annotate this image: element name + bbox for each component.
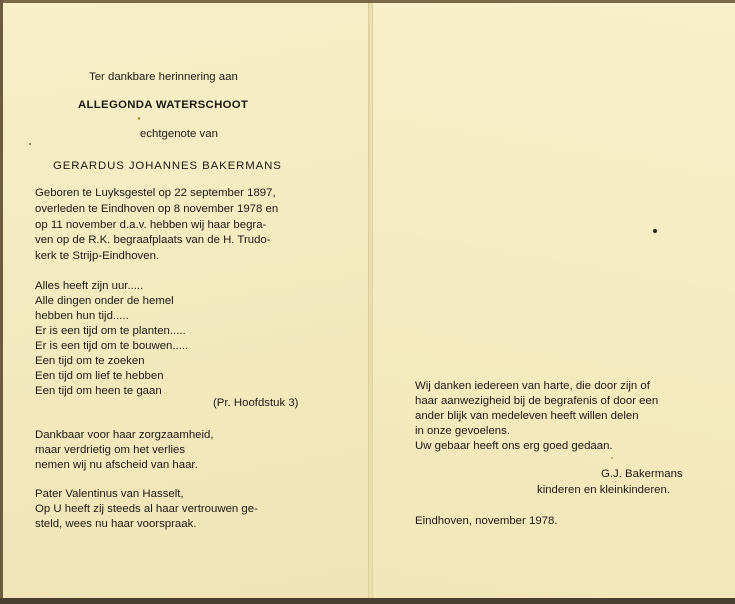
- poem-line: hebben hun tijd.....: [35, 310, 129, 322]
- top-edge: [0, 0, 735, 3]
- bio-line: kerk te Strijp-Eindhoven.: [35, 250, 160, 262]
- ink-speck: [653, 229, 657, 233]
- bio-line: overleden te Eindhoven op 8 november 1978 en: [35, 203, 279, 215]
- card-fold: [368, 0, 373, 604]
- thanks-line: in onze gevoelens.: [415, 425, 510, 437]
- ink-speck: [29, 143, 31, 145]
- thanks-line: Uw gebaar heeft ons erg goed gedaan.: [415, 440, 613, 452]
- ink-speck: [611, 457, 613, 459]
- poem-line: Een tijd om te zoeken: [35, 355, 145, 367]
- deceased-name: ALLEGONDA WATERSCHOOT: [78, 99, 249, 111]
- relation-line: echtgenote van: [140, 128, 218, 140]
- poem-line: Alle dingen onder de hemel: [35, 295, 174, 307]
- poem-line: Een tijd om lief te hebben: [35, 370, 164, 382]
- thanks-line: haar aanwezigheid bij de begrafenis of door een: [415, 395, 659, 407]
- prayer-line: Op U heeft zij steeds al haar vertrouwen ge-: [35, 503, 258, 515]
- signature-name: G.J. Bakermans: [601, 468, 683, 480]
- bottom-edge: [0, 598, 735, 604]
- poem-line: Alles heeft zijn uur.....: [35, 280, 144, 292]
- place-date: Eindhoven, november 1978.: [415, 515, 558, 527]
- gratitude-line: maar verdrietig om het verlies: [35, 444, 186, 456]
- intro-line: Ter dankbare herinnering aan: [89, 71, 238, 83]
- poem-source: (Pr. Hoofdstuk 3): [213, 397, 299, 409]
- bio-line: Geboren te Luyksgestel op 22 september 1897,: [35, 187, 276, 199]
- thanks-line: ander blijk van medeleven heeft willen delen: [415, 410, 639, 422]
- poem-line: Een tijd om heen te gaan: [35, 385, 162, 397]
- poem-line: Er is een tijd om te bouwen.....: [35, 340, 189, 352]
- poem-line: Er is een tijd om te planten.....: [35, 325, 186, 337]
- thanks-line: Wij danken iedereen van harte, die door zijn of: [415, 380, 650, 392]
- left-edge: [0, 0, 3, 604]
- bio-line: op 11 november d.a.v. hebben wij haar begra-: [35, 219, 267, 231]
- gratitude-line: nemen wij nu afscheid van haar.: [35, 459, 198, 471]
- prayer-line: Pater Valentinus van Hasselt,: [35, 488, 184, 500]
- ink-speck: [138, 117, 140, 120]
- gratitude-line: Dankbaar voor haar zorgzaamheid,: [35, 429, 214, 441]
- signature-family: kinderen en kleinkinderen.: [537, 484, 670, 496]
- prayer-line: steld, wees nu haar voorspraak.: [35, 518, 197, 530]
- spouse-name: GERARDUS JOHANNES BAKERMANS: [53, 160, 282, 172]
- bio-line: ven op de R.K. begraafplaats van de H. Trudo-: [35, 234, 271, 246]
